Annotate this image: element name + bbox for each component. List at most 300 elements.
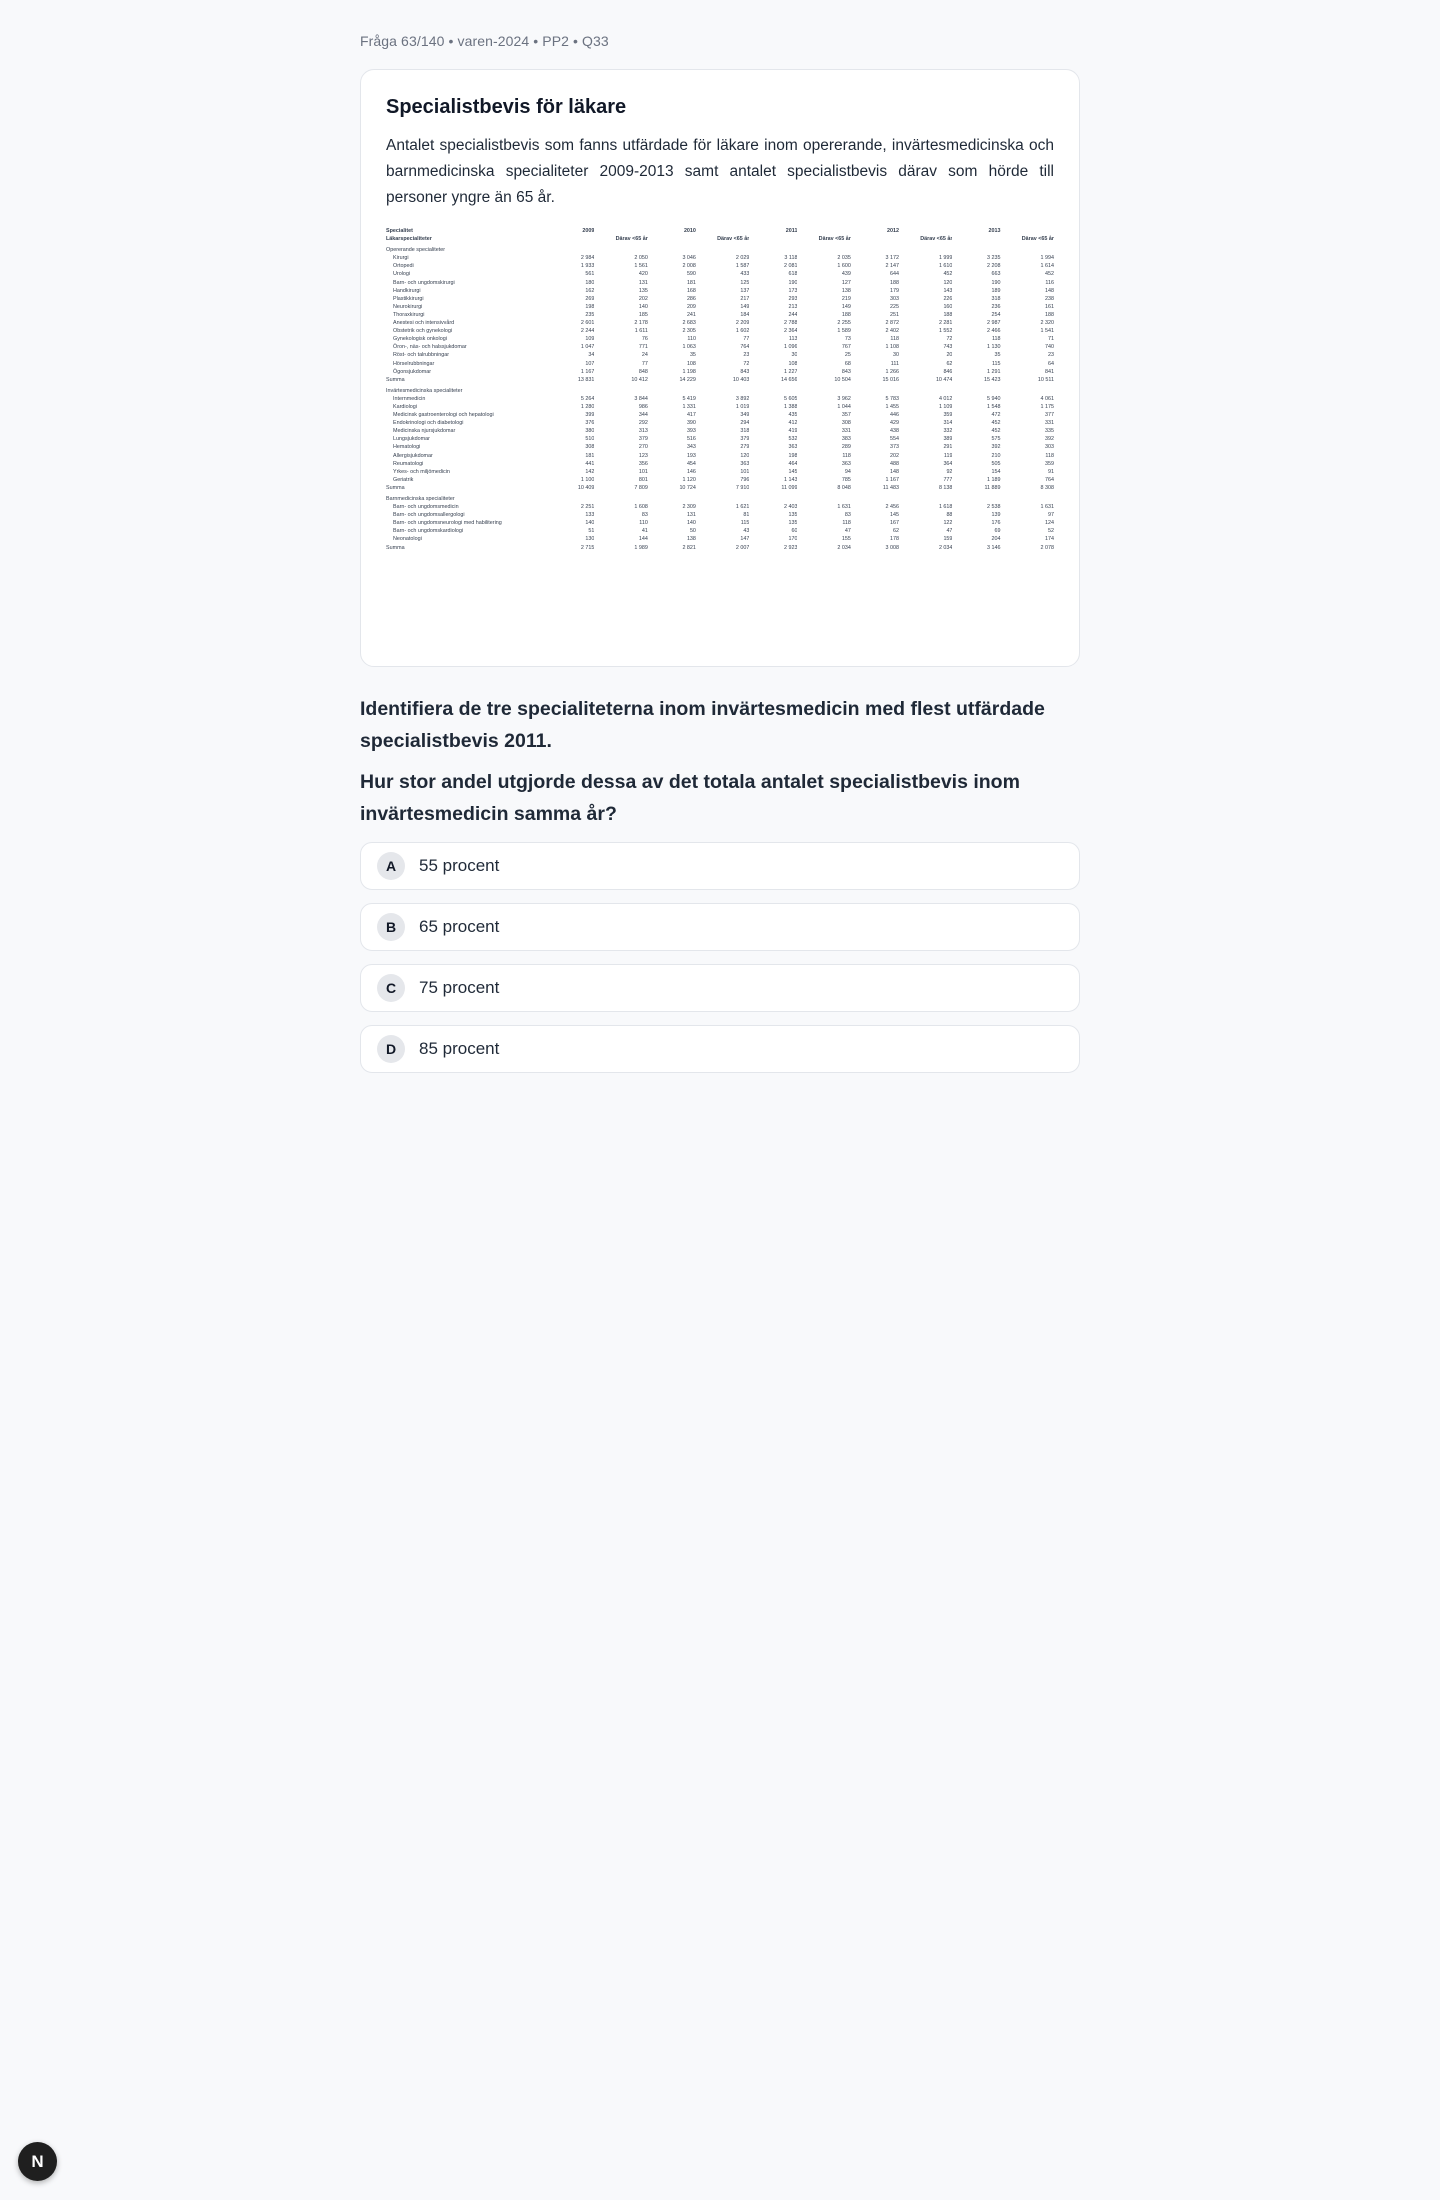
table-cell: 188	[890, 279, 899, 286]
table-cell: 10 412	[631, 376, 648, 383]
table-cell: 202	[890, 452, 899, 459]
table-cell: 488	[890, 460, 899, 467]
table-row-label: Öron-, näs- och halssjukdomar	[393, 344, 467, 351]
table-row	[386, 511, 1054, 519]
table-cell: 363	[740, 460, 750, 467]
table-cell: 373	[890, 444, 899, 451]
table-cell: 1 019	[735, 403, 750, 410]
table-row-label: Gynekologisk onkologi	[393, 336, 447, 343]
table-cell: 23	[743, 352, 750, 359]
table-cell: 5 264	[580, 395, 595, 402]
table-cell: 73	[844, 336, 851, 343]
table-cell: 155	[841, 536, 851, 543]
card-description: Antalet specialistbevis som fanns utfärdade för läkare inom opererande, invärtesmedicinska och barnmedicinska specialiteter 2009-2013 samt antalet specialistbevis därav som hörde till personer yngre än 65 år.	[386, 137, 1054, 206]
table-cell: 1 587	[735, 263, 750, 270]
table-cell: 644	[890, 271, 899, 278]
table-row-label: Handkirurgi	[393, 287, 421, 294]
table-cell: 115	[740, 520, 750, 527]
table-cell: 2 305	[682, 328, 696, 335]
table-cell: 8 048	[837, 484, 851, 491]
table-cell: 142	[585, 468, 595, 475]
breadcrumb: Fråga 63/140 • varen-2024 • PP2 • Q33	[360, 33, 609, 49]
table-cell: 226	[943, 295, 953, 302]
table-cell	[797, 227, 850, 235]
table-row-label: Lungsjukdomar	[393, 436, 430, 443]
table-cell: 137	[740, 287, 750, 294]
table-cell: 380	[585, 428, 595, 435]
table-cell: 516	[686, 436, 696, 443]
table-cell: 2 081	[783, 263, 798, 270]
table-cell: 2 987	[987, 320, 1001, 327]
table-cell: 314	[943, 420, 953, 427]
option-a[interactable]	[360, 842, 1080, 890]
table-cell: 1 611	[634, 328, 648, 335]
table-row-label: Allergisjukdomar	[393, 452, 433, 459]
table-row-label: Plastikkirurgi	[393, 295, 424, 302]
table-cell: 392	[1045, 436, 1054, 443]
table-cell: 130	[585, 536, 595, 543]
table-cell: 1 552	[938, 328, 953, 335]
table-cell: 76	[641, 336, 648, 343]
table-row	[386, 427, 1054, 435]
table-cell: 1 266	[885, 368, 899, 375]
table-cell: 2 320	[1040, 320, 1054, 327]
table-row	[386, 254, 1054, 262]
table-row	[386, 411, 1054, 419]
table-cell: 439	[841, 271, 851, 278]
table-cell: 2010	[683, 228, 696, 234]
table-row-label: Kardiologi	[393, 403, 417, 410]
table-cell: 119	[943, 452, 953, 459]
table-cell: 3 844	[634, 395, 648, 402]
table-row-label: Barn- och ungdomsallergologi	[393, 512, 465, 519]
option-d[interactable]	[360, 1025, 1080, 1073]
table-cell: 452	[991, 420, 1001, 427]
table-cell: 359	[1045, 460, 1054, 467]
table-cell: 118	[842, 520, 851, 527]
table-cell: 389	[943, 436, 953, 443]
statistics-table	[386, 227, 1054, 552]
table-cell: 115	[991, 360, 1001, 367]
table-cell: 10 511	[1037, 376, 1054, 383]
table-cell: 198	[585, 303, 595, 310]
table-cell: 332	[943, 428, 953, 435]
table-cell: 2 050	[634, 255, 648, 262]
table-cell: 110	[639, 520, 648, 527]
table-cell: 225	[890, 303, 899, 310]
table-cell: 138	[841, 287, 851, 294]
table-row	[386, 403, 1054, 411]
table-cell	[1001, 227, 1054, 235]
table-row-label: Kirurgi	[393, 255, 409, 262]
table-row-label: Thoraxkirurgi	[393, 311, 425, 318]
table-cell: 213	[788, 303, 798, 310]
table-cell: 178	[890, 536, 899, 543]
table-cell: 8 308	[1040, 484, 1054, 491]
table-row-label: Internmedicin	[393, 395, 426, 402]
table-cell: 438	[890, 428, 899, 435]
table-cell: 349	[740, 412, 750, 419]
table-cell: 777	[943, 476, 953, 483]
table-cell: 2 402	[885, 328, 899, 335]
table-cell: 343	[686, 444, 696, 451]
table-cell: 452	[943, 271, 953, 278]
table-cell: 331	[1045, 420, 1054, 427]
table-row	[386, 235, 1054, 243]
table-cell: 236	[991, 303, 1001, 310]
table-row	[386, 452, 1054, 460]
table-cell: 390	[686, 420, 696, 427]
table-cell: 452	[991, 428, 1001, 435]
table-cell: 2 034	[837, 544, 851, 551]
table-cell: 2 029	[735, 255, 750, 262]
table-row	[386, 311, 1054, 319]
table-cell: 412	[788, 420, 798, 427]
table-row-label: Röst- och talrubbningar	[393, 352, 450, 359]
table-cell: 52	[1048, 528, 1054, 535]
table-cell: 420	[638, 271, 648, 278]
table-cell: 454	[686, 460, 696, 467]
table-cell: 108	[788, 360, 798, 367]
table-cell: 81	[743, 512, 750, 519]
table-cell: 181	[585, 452, 595, 459]
table-cell: 146	[686, 468, 696, 475]
table-cell: 2012	[887, 228, 899, 234]
table-cell: 185	[638, 311, 648, 318]
table-cell: 464	[788, 460, 798, 467]
table-cell: 2 035	[837, 255, 851, 262]
table-cell: 159	[943, 536, 953, 543]
table-cell: 294	[740, 420, 750, 427]
table-cell: 118	[1045, 452, 1054, 459]
table-cell: 2 209	[735, 320, 750, 327]
table-cell: 663	[991, 271, 1001, 278]
table-cell: 331	[841, 428, 851, 435]
question-line-1: Identifiera de tre specialiteterna inom invärtesmedicin med flest utfärdade specialistbevis 2011.	[360, 698, 1045, 752]
table-cell: 189	[991, 287, 1001, 294]
table-row-label: Summa	[386, 484, 405, 491]
table-cell: 148	[1045, 287, 1054, 294]
option-c[interactable]	[360, 964, 1080, 1012]
table-cell: 505	[991, 460, 1001, 467]
table-cell: 2009	[582, 228, 595, 234]
table-cell: 1 631	[837, 504, 851, 511]
table-cell	[952, 235, 1000, 243]
table-row-label: Reumatologi	[393, 460, 424, 467]
table-cell: 1 109	[938, 403, 953, 410]
question-card	[360, 69, 1080, 667]
table-cell: 5 783	[885, 395, 899, 402]
table-cell: 2 683	[682, 320, 696, 327]
table-cell: 1 280	[580, 403, 595, 410]
table-row	[386, 544, 1054, 552]
table-row-label: Endokrinologi och diabetologi	[393, 420, 464, 427]
table-cell: 446	[890, 412, 899, 419]
table-cell: 801	[638, 476, 648, 483]
table-row	[386, 484, 1054, 492]
table-row-label: Ortopedi	[393, 263, 414, 270]
table-cell: 1 600	[837, 263, 851, 270]
table-cell: 357	[841, 412, 851, 419]
table-cell: 986	[638, 403, 648, 410]
table-cell: 124	[1045, 520, 1054, 527]
table-cell: 30	[893, 352, 899, 359]
table-cell: 140	[686, 520, 696, 527]
table-cell: 1 933	[580, 263, 595, 270]
table-cell: 118	[890, 336, 899, 343]
table-group-label: Opererande specialiteter	[386, 247, 446, 254]
main-content	[360, 0, 1080, 1086]
table-cell: 116	[1045, 279, 1054, 286]
table-row-label: Medicinsk gastroenterologi och hepatologi	[393, 412, 494, 419]
table-cell: 2 251	[580, 504, 595, 511]
table-cell: 111	[890, 360, 899, 367]
table-cell: 376	[585, 420, 595, 427]
table-cell: 7 809	[634, 484, 648, 491]
table-cell: 190	[788, 279, 798, 286]
table-cell: 2 456	[885, 504, 899, 511]
table-cell: 359	[943, 412, 953, 419]
table-cell: 43	[743, 528, 750, 535]
table-cell: 88	[946, 512, 953, 519]
table-cell: 147	[740, 536, 750, 543]
option-b[interactable]	[360, 903, 1080, 951]
table-cell: 2 403	[783, 504, 798, 511]
table-cell: 188	[841, 311, 851, 318]
table-cell: 174	[1045, 536, 1054, 543]
table-cell: 843	[841, 368, 851, 375]
table-cell: 2 147	[885, 263, 899, 270]
table-cell: 144	[638, 536, 648, 543]
table-cell: 2013	[988, 228, 1001, 234]
table-cell: 270	[638, 444, 648, 451]
table-cell: 2 008	[682, 263, 696, 270]
table-row	[386, 395, 1054, 403]
app-logo-button[interactable]: N	[18, 2142, 57, 2181]
table-row	[386, 376, 1054, 384]
table-row-label: Neurokirurgi	[393, 303, 423, 310]
table-cell: 180	[585, 279, 595, 286]
table-cell: 179	[890, 287, 899, 294]
table-cell: 3 046	[682, 255, 696, 262]
table-cell: 13 831	[577, 376, 595, 383]
table-cell: 168	[686, 287, 696, 294]
table-row	[386, 351, 1054, 359]
table-cell: 4 012	[938, 395, 953, 402]
table-row	[386, 270, 1054, 278]
table-cell: Därav <65 år	[920, 236, 953, 243]
table-cell: 2 788	[783, 320, 798, 327]
table-cell: 3 008	[885, 544, 899, 551]
table-row	[386, 327, 1054, 335]
table-row-label: Barn- och ungdomskardiologi	[393, 528, 464, 535]
table-cell: 23	[1048, 352, 1054, 359]
table-cell: 160	[943, 303, 953, 310]
table-cell: 1 999	[938, 255, 953, 262]
table-row-label: Summa	[386, 544, 405, 551]
table-cell: 251	[890, 311, 899, 318]
table-cell: 785	[841, 476, 851, 483]
table-cell: 3 962	[837, 395, 851, 402]
table-cell: 510	[585, 436, 595, 443]
table-cell: 417	[686, 412, 696, 419]
table-cell: 51	[588, 528, 595, 535]
table-cell: 1 561	[634, 263, 648, 270]
table-cell: 62	[893, 528, 899, 535]
table-cell: 120	[740, 452, 750, 459]
table-cell: 162	[585, 287, 595, 294]
table-row-label: Hörselrubbningar	[393, 360, 435, 367]
table-group-label: Invärtesmedicinska specialiteter	[386, 387, 463, 394]
table-row-label: Anestesi och intensivvård	[393, 320, 455, 327]
table-cell: 2 178	[634, 320, 648, 327]
table-row	[386, 279, 1054, 287]
answer-options	[360, 842, 1080, 1073]
table-cell: 10 724	[679, 484, 696, 491]
table-cell: 190	[991, 279, 1001, 286]
table-cell	[594, 227, 647, 235]
table-cell: 10 409	[577, 484, 595, 491]
table-cell: 344	[638, 412, 648, 419]
table-cell: 429	[890, 420, 899, 427]
table-cell: 269	[585, 295, 595, 302]
table-cell: 292	[638, 420, 648, 427]
table-cell: 767	[841, 344, 851, 351]
table-cell: 1 167	[580, 368, 595, 375]
table-cell: 122	[943, 520, 953, 527]
table-cell: 796	[740, 476, 750, 483]
table-cell: 590	[686, 271, 696, 278]
table-cell: 1 047	[580, 344, 595, 351]
table-cell: 72	[743, 360, 750, 367]
table-row-label: Ögonsjukdomar	[393, 368, 432, 375]
table-cell: 14 656	[780, 376, 798, 383]
table-cell: 10 403	[732, 376, 750, 383]
table-cell: 441	[585, 460, 595, 467]
option-text: 65 procent	[419, 917, 500, 936]
table-row	[386, 227, 1054, 235]
table-cell	[749, 235, 797, 243]
table-cell: 149	[841, 303, 851, 310]
table-cell	[546, 235, 594, 243]
table-cell: 303	[1045, 444, 1054, 451]
table-cell: 120	[943, 279, 953, 286]
table-cell: 110	[687, 336, 696, 343]
table-cell: 383	[841, 436, 851, 443]
table-cell: 173	[788, 287, 798, 294]
table-cell: 77	[743, 336, 750, 343]
table-cell: 244	[788, 311, 798, 318]
table-row	[386, 303, 1054, 311]
table-cell: 1 621	[735, 504, 750, 511]
table-cell: 118	[991, 336, 1001, 343]
table-cell: 25	[844, 352, 851, 359]
table-cell: 11 483	[882, 484, 899, 491]
table-cell: 2 872	[885, 320, 899, 327]
table-cell: 35	[994, 352, 1001, 359]
table-row-label: Yrkes- och miljömedicin	[393, 468, 450, 475]
table-cell: 532	[788, 436, 798, 443]
table-group-row	[386, 492, 1054, 503]
table-row	[386, 335, 1054, 343]
table-cell: 1 331	[682, 403, 696, 410]
table-cell: 10 474	[935, 376, 953, 383]
table-cell: 1 994	[1040, 255, 1054, 262]
table-cell: 154	[991, 468, 1001, 475]
table-cell: 2 364	[783, 328, 798, 335]
table-cell: 5 940	[987, 395, 1001, 402]
table-cell: 72	[946, 336, 953, 343]
table-cell: 1 388	[783, 403, 798, 410]
table-cell: 50	[689, 528, 696, 535]
table-cell: 15 423	[984, 376, 1001, 383]
table-row	[386, 368, 1054, 376]
option-letter: A	[377, 852, 405, 880]
table-row	[386, 319, 1054, 327]
table-cell: 1 455	[885, 403, 899, 410]
table-cell: 2 466	[987, 328, 1001, 335]
table-cell: 113	[788, 336, 798, 343]
table-cell: 1 108	[885, 344, 899, 351]
table-cell: 764	[1045, 476, 1054, 483]
table-cell: 308	[585, 444, 595, 451]
table-row	[386, 262, 1054, 270]
table-cell: 1 608	[634, 504, 648, 511]
table-cell: 118	[842, 452, 851, 459]
table-cell: 30	[791, 352, 798, 359]
table-cell: 1 044	[837, 403, 851, 410]
table-cell: 1 610	[938, 263, 953, 270]
table-row	[386, 468, 1054, 476]
table-group-row	[386, 384, 1054, 395]
table-cell: 68	[844, 360, 851, 367]
table-cell: 69	[994, 528, 1001, 535]
table-cell: 377	[1045, 412, 1054, 419]
table-cell: 188	[1045, 311, 1054, 318]
table-cell: 5 419	[682, 395, 696, 402]
table-cell: 11 889	[984, 484, 1001, 491]
table-row	[386, 287, 1054, 295]
table-cell: 1 167	[885, 476, 899, 483]
table-cell: 101	[638, 468, 648, 475]
table-cell: 204	[991, 536, 1001, 543]
table-cell: 176	[991, 520, 1001, 527]
table-cell: 2 007	[735, 544, 750, 551]
table-cell: 1 589	[837, 328, 851, 335]
table-cell: 2 078	[1040, 544, 1054, 551]
table-cell: Därav <65 år	[615, 236, 648, 243]
table-cell: 125	[740, 279, 750, 286]
question-line-2: Hur stor andel utgjorde dessa av det totala antalet specialistbevis inom invärtesmedicin samma år?	[360, 771, 1020, 825]
table-cell: 170	[788, 536, 798, 543]
table-cell: 1 227	[783, 368, 798, 375]
table-cell: 3 118	[784, 255, 798, 262]
table-cell: 92	[946, 468, 953, 475]
table-cell: 2 255	[837, 320, 851, 327]
table-cell: 335	[1045, 428, 1054, 435]
table-cell: 109	[585, 336, 595, 343]
table-cell: 145	[890, 512, 899, 519]
table-cell: 364	[943, 460, 953, 467]
table-cell: 1 614	[1040, 263, 1054, 270]
table-cell: 20	[946, 352, 953, 359]
table-cell: 135	[788, 512, 798, 519]
table-row	[386, 460, 1054, 468]
table-cell: 291	[943, 444, 953, 451]
table-cell: 1 541	[1040, 328, 1054, 335]
table-cell: 47	[946, 528, 953, 535]
table-cell: 393	[686, 428, 696, 435]
